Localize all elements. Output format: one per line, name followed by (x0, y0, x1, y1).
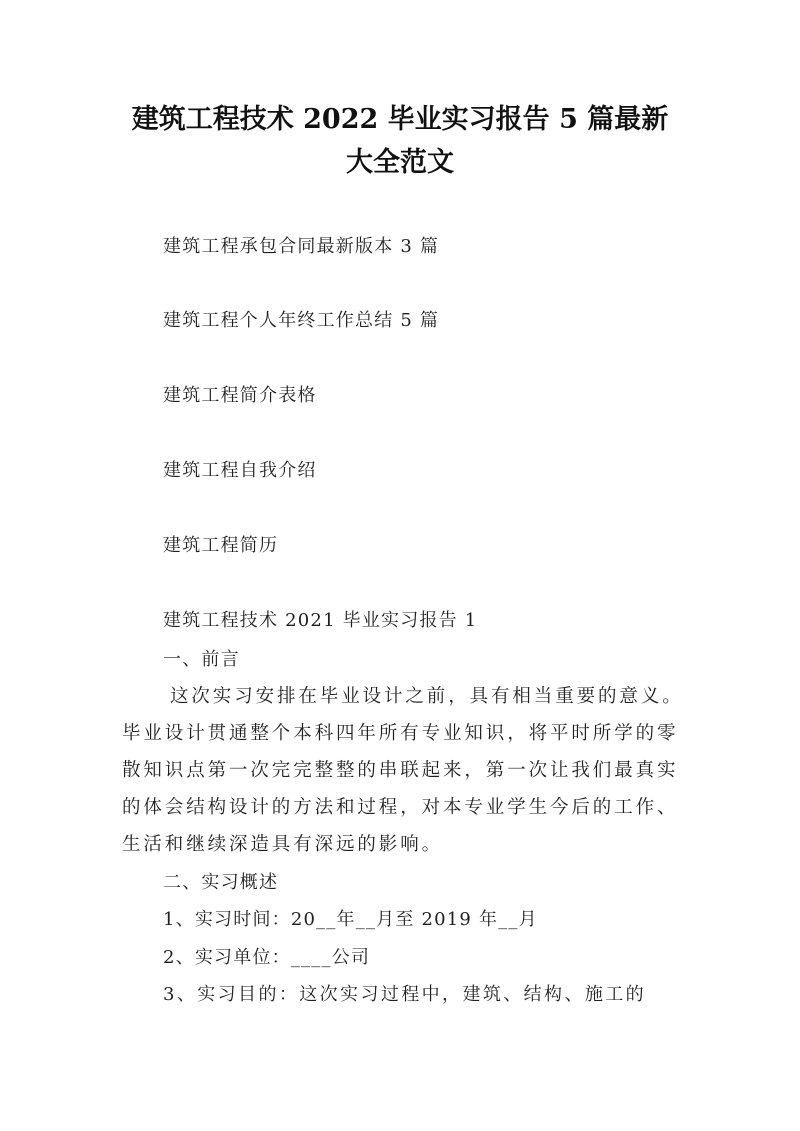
paragraph-line: 散知识点第一次完完整整的串联起来，第一次让我们最真实 (122, 760, 679, 781)
overview-item: 3、实习目的：这次实习过程中，建筑、结构、施工的 (163, 984, 647, 1005)
paragraph-line: 这次实习安排在毕业设计之前，具有相当重要的意义。 (170, 686, 684, 707)
paragraph-line: 的体会结构设计的方法和过程，对本专业学生今后的工作、 (122, 797, 679, 818)
toc-item: 建筑工程简介表格 (163, 385, 317, 406)
paragraph-line: 毕业设计贯通整个本科四年所有专业知识，将平时所学的零 (122, 723, 679, 744)
toc-item: 建筑工程简历 (163, 535, 279, 556)
section-heading-preface: 一、前言 (163, 649, 240, 670)
overview-item: 1、实习时间：20__年__月至 2019 年__月 (163, 909, 538, 930)
document-title-line-1: 建筑工程技术 2022 毕业实习报告 5 篇最新 (131, 104, 669, 135)
paragraph-line: 生活和继续深造具有深远的影响。 (122, 834, 444, 855)
document-title-line-2: 大全范文 (346, 147, 454, 178)
toc-item: 建筑工程个人年终工作总结 5 篇 (163, 310, 440, 331)
section-heading-overview: 二、实习概述 (163, 872, 279, 893)
overview-item: 2、实习单位：____公司 (163, 947, 371, 968)
report-heading: 建筑工程技术 2021 毕业实习报告 1 (163, 610, 478, 631)
toc-item: 建筑工程自我介绍 (163, 460, 317, 481)
toc-item: 建筑工程承包合同最新版本 3 篇 (163, 236, 440, 257)
